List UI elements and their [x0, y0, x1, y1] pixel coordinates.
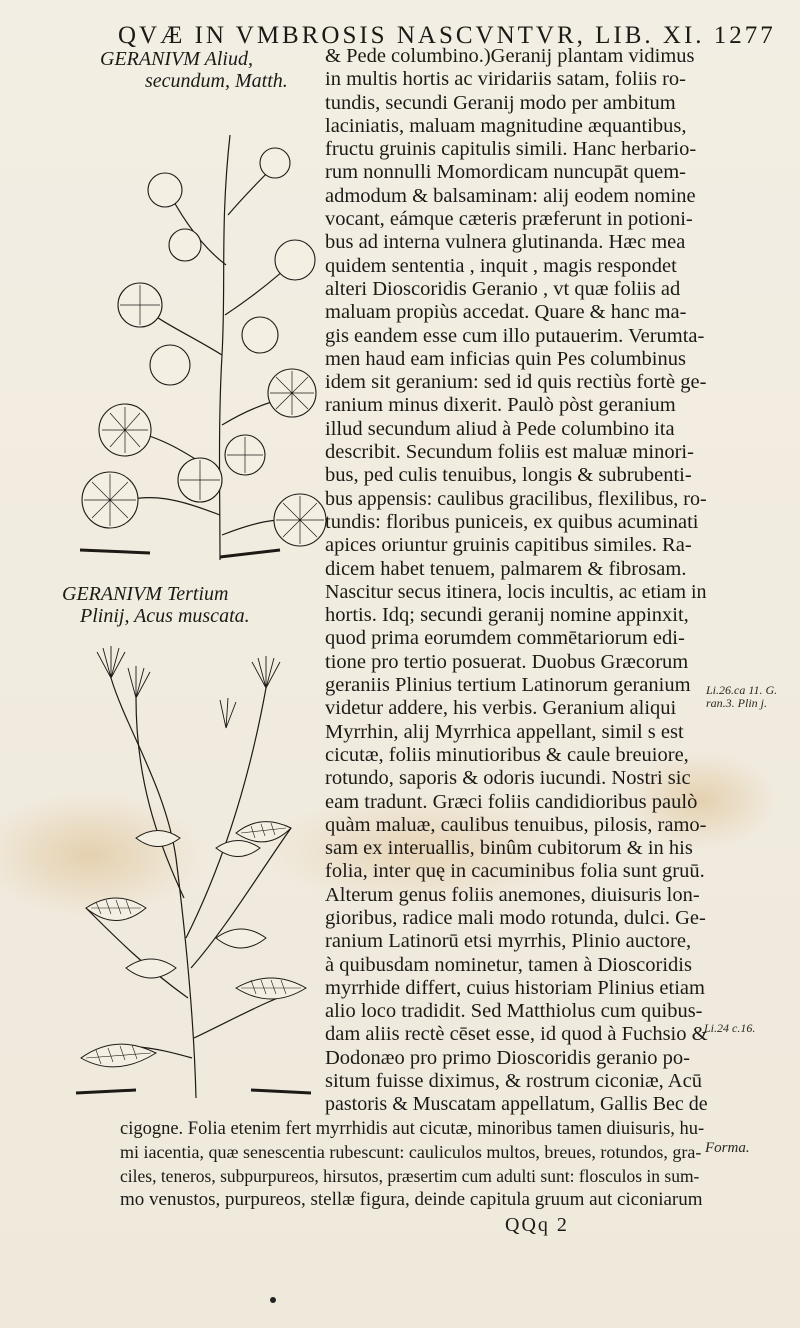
woodcut-illustration-geranium-tertium — [66, 638, 321, 1108]
text-line: alteri Dioscoridis Geranio , vt quæ foliis ad — [325, 277, 681, 300]
text-line: tundis: floribus puniceis, ex quibus acuminati — [325, 510, 699, 533]
text-line: in multis hortis ac viridariis satam, foliis ro- — [325, 68, 686, 91]
text-line: à quibusdam nominetur, tamen à Dioscoridis — [325, 953, 692, 976]
text-line: ranium minus dixerit. Paulò pòst geranium — [325, 394, 676, 417]
text-line: laciniatis, maluam magnitudine æquantibus, — [325, 114, 687, 137]
text-line: hortis. Idq; secundi geranij nomine appinxit, — [325, 604, 689, 627]
text-line: ciles, teneros, subpurpureos, hirsutos, præsertim cum adulti sunt: flosculos in sum- — [120, 1165, 700, 1186]
text-line: fructu gruinis capitulis simili. Hanc herbario- — [325, 138, 697, 161]
caption-1-line1: GERANIVM Aliud, — [100, 48, 253, 70]
text-line: eam tradunt. Græci foliis candidioribus paulò — [325, 790, 698, 813]
text-line: quàm maluæ, caulibus tenuibus, pilosis, ramo- — [325, 813, 707, 836]
text-line: tione pro tertio posuerat. Duobus Græcorum — [325, 650, 689, 673]
woodcut-illustration-geranium-secundum — [70, 95, 335, 565]
text-line: quod prima eorumdem commētariorum edi- — [325, 627, 685, 650]
text-line: Myrrhin, alij Myrrhica appellant, simil s est — [325, 720, 684, 743]
text-line: quidem sententia , inquit , magis respondet — [325, 254, 677, 277]
text-line: videtur addere, his verbis. Geranium aliqui — [325, 697, 677, 720]
text-line: vocant, eámque cæteris præferunt in potioni- — [325, 208, 693, 231]
text-line: gioribus, radice mali modo rotunda, dulci. Ge- — [325, 906, 706, 929]
text-line: bus, ped culis tenuibus, longis & subrubenti- — [325, 464, 692, 487]
text-line: dam aliis rectè cēset esse, id quod à Fuchsio & — [325, 1023, 708, 1046]
text-line: ranium Latinorū etsi myrrhis, Plinio auctore, — [325, 930, 692, 953]
text-line: Alterum genus foliis anemones, diuisuris lon- — [325, 883, 700, 906]
caption-2-line2: Plinij, Acus muscata. — [80, 605, 250, 627]
full-width-text — [120, 1118, 710, 1211]
text-line: men haud eam inficias quin Pes columbinus — [325, 347, 686, 370]
text-line: situm fuisse diximus, & rostrum ciconiæ, Acū — [325, 1070, 702, 1093]
text-line: Dodonæo pro primo Dioscoridis geranio po- — [325, 1046, 690, 1069]
text-line: Nascitur secus itinera, locis incultis, ac etiam in — [325, 580, 707, 603]
text-line: maluam propiùs accedat. Quare & hanc ma- — [325, 301, 687, 324]
text-line: describit. Secundum foliis est maluæ minori- — [325, 441, 694, 464]
text-line: geraniis Plinius tertium Latinorum geranium — [325, 674, 691, 697]
text-line: apices oriuntur gruinis capitibus similes. Ra- — [325, 534, 692, 557]
signature-mark: QQq 2 — [505, 1214, 569, 1236]
text-line: rum nonnulli Momordicam nuncupāt quem- — [325, 161, 686, 184]
text-line: tundis, secundi Geranij modo per ambitum — [325, 91, 676, 114]
figure-caption-2 — [62, 583, 332, 627]
text-line: bus appensis: caulibus gracilibus, flexilibus, ro- — [325, 487, 707, 510]
caption-1-line2: secundum, Matth. — [145, 70, 288, 92]
text-line: alio loco tradidit. Sed Matthiolus cum quibus- — [325, 1000, 703, 1023]
text-line: mo venustos, purpureos, stellæ figura, deinde capitula gruum aut ciconiarum — [120, 1188, 703, 1210]
running-head: QVÆ IN VMBROSIS NASCVNTVR, LIB. XI. 1277 — [118, 22, 776, 49]
text-line: gis eandem esse cum illo putauerim. Verumta- — [325, 324, 705, 347]
text-line: sam ex interuallis, binûm cubitorum & in his — [325, 837, 693, 860]
margin-note-2: Li.24 c.16. — [704, 1021, 756, 1035]
text-line: admodum & balsaminam: alij eodem nomine — [325, 184, 696, 207]
text-line: pastoris & Muscatam appellatum, Gallis Bec de — [325, 1093, 708, 1116]
margin-note-3: Forma. — [705, 1140, 750, 1156]
figure-caption-1 — [100, 48, 330, 92]
margin-note-1: Li.26.ca 11. G. ran.3. Plin j. — [706, 683, 778, 710]
text-line: dicem habet tenuem, palmarem & fibrosam. — [325, 557, 687, 580]
text-line: idem sit geranium: sed id quis rectiùs fortè ge- — [325, 371, 707, 394]
text-line: cicutæ, foliis minutioribus & caule breuiore, — [325, 743, 689, 766]
text-line: & Pede columbino.)Geranij plantam vidimus — [325, 45, 695, 67]
text-line: folia, inter quę in cacuminibus folia sunt gruū. — [325, 860, 705, 883]
text-line: myrrhide differt, cuius historiam Plinius etiam — [325, 976, 705, 999]
main-text-column — [325, 45, 715, 1117]
text-line: cigogne. Folia etenim fert myrrhidis aut cicutæ, minoribus tamen diuisuris, hu- — [120, 1119, 705, 1139]
caption-2-line1: GERANIVM Tertium — [62, 583, 229, 605]
text-line: rotundo, saporis & odoris iucundi. Nostri sic — [325, 767, 691, 790]
ink-dot — [270, 1297, 276, 1303]
text-line: illud secundum aliud à Pede columbino ita — [325, 417, 675, 440]
text-line: bus ad interna vulnera glutinanda. Hæc mea — [325, 231, 686, 254]
text-line: mi iacentia, quæ senescentia rubescunt: cauliculos multos, breues, rotundos, gra- — [120, 1142, 702, 1163]
